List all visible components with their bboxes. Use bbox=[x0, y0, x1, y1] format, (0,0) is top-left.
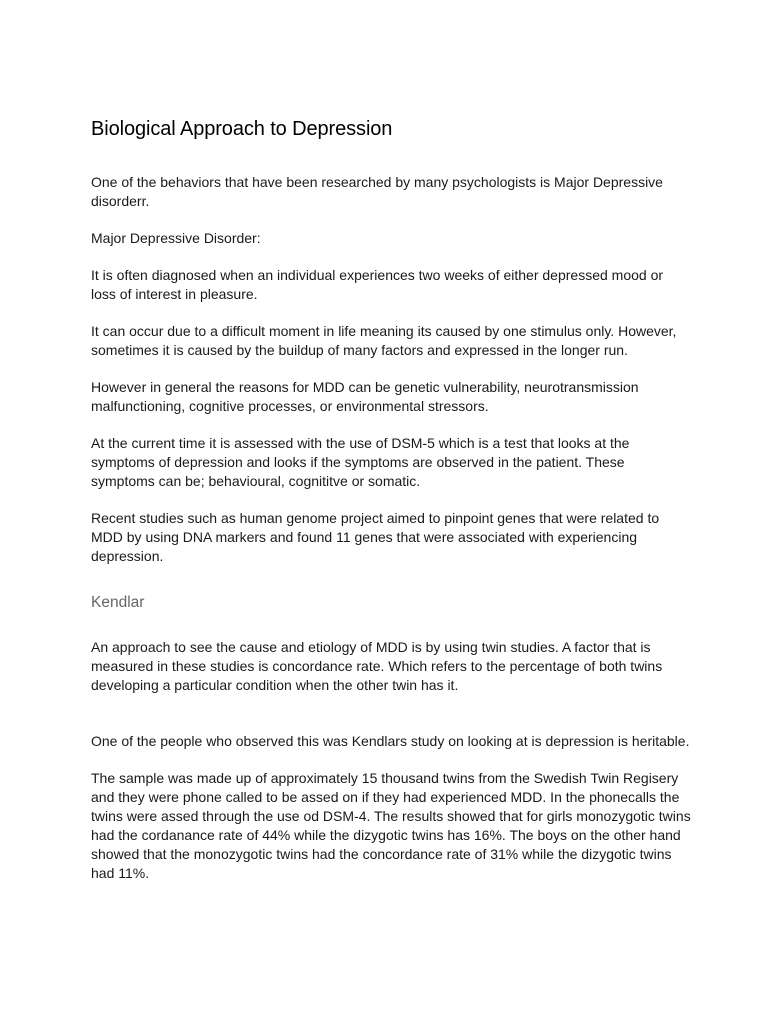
paragraph-diagnosis: It is often diagnosed when an individual experiences two weeks of either depressed mood or loss of interest in pleasure. bbox=[91, 267, 664, 302]
paragraph-kendlar-study: One of the people who observed this was Kendlars study on looking at is depression is heritable. bbox=[91, 733, 690, 749]
paragraph-genome: Recent studies such as human genome project aimed to pinpoint genes that were related to MDD by using DNA markers and found 11 genes that were associated with experiencing depression. bbox=[91, 510, 660, 564]
paragraph-twin-studies: An approach to see the cause and etiology of MDD is by using twin studies. A factor that is measured in these studies is concordance rate. Which refers to the percentage of both twins developing a particular condition when the other twin has it. bbox=[91, 639, 663, 693]
section-heading-kendlar: Kendlar bbox=[91, 594, 145, 611]
paragraph-assessment: At the current time it is assessed with the use of DSM-5 which is a test that looks at the symptoms of depression and looks if the symptoms are observed in the patient. These symptoms can be; behavioural, cognititve or somatic. bbox=[91, 435, 630, 489]
document-page bbox=[91, 116, 691, 883]
paragraph-mdd-label: Major Depressive Disorder: bbox=[91, 230, 261, 246]
paragraph-intro-1: One of the behaviors that have been researched by many psychologists is Major Depressive disorderr. bbox=[91, 174, 663, 209]
paragraph-causes-stimulus: It can occur due to a difficult moment in life meaning its caused by one stimulus only. However, sometimes it is caused by the buildup of many factors and expressed in the longer run. bbox=[91, 323, 677, 358]
document-title: Biological Approach to Depression bbox=[91, 118, 393, 140]
paragraph-sample-results: The sample was made up of approximately 15 thousand twins from the Swedish Twin Regisery and they were phone called to be assed on if they had experienced MDD. In the phonecalls the twins were assed through the use od DSM-4. The results showed that for girls monozygotic twins had the cordanance rate of 44% while the dizygotic twins has 16%. The boys on the other hand showed that the monozygotic twins had the concordance rate of 31% while the dizygotic twins had 11%. bbox=[91, 770, 691, 881]
paragraph-reasons: However in general the reasons for MDD can be genetic vulnerability, neurotransmission malfunctioning, cognitive processes, or environmental stressors. bbox=[91, 379, 639, 414]
